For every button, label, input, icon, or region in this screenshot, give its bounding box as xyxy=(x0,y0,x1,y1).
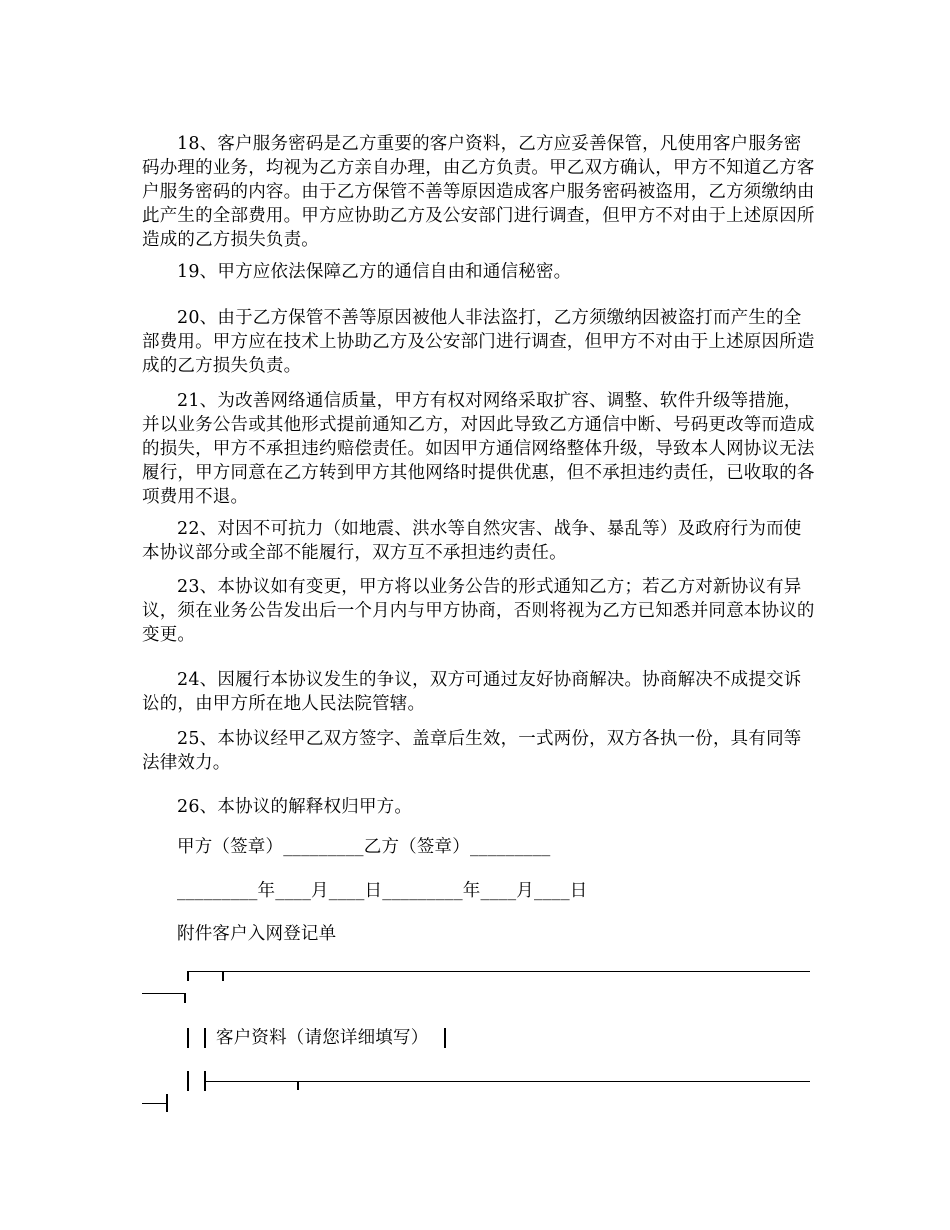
clause-25: 25、本协议经甲乙双方签字、盖章后生效，一式两份，双方各执一份，具有同等法律效力。 xyxy=(142,729,802,773)
clause-24: 24、因履行本协议发生的争议，双方可通过友好协商解决。协商解决不成提交诉讼的，由甲方所在地人民法院管辖。 xyxy=(142,670,802,714)
clause-19: 19、甲方应依法保障乙方的通信自由和通信秘密。 xyxy=(177,262,572,282)
customer-info-label: 客户资料（请您详细填写） xyxy=(216,1028,429,1048)
clause-23: 23、本协议如有变更，甲方将以业务公告的形式通知乙方；若乙方对新协议有异议，须在业务公告发出后一个月内与甲方协商，否则将视为乙方已知悉并同意本协议的变更。 xyxy=(142,577,815,645)
signature-line: 甲方（签章）_________乙方（签章）_________ xyxy=(177,837,551,857)
attachment-title: 附件客户入网登记单 xyxy=(177,924,337,944)
clause-21: 21、为改善网络通信质量，甲方有权对网络采取扩容、调整、软件升级等措施，并以业务公告或其他形式提前通知乙方，对因此导致乙方通信中断、号码更改等而造成的损失，甲方不承担违约赔偿责任。如因甲方通信网络整体升级，导致本人网协议无法履行，甲方同意在乙方转到甲方其他网络时提供优惠，但不承担违约责任，已收取的各项费用不退。 xyxy=(142,391,815,507)
date-line: _________年____月____日_________年____月____日 xyxy=(177,881,588,901)
clause-18: 18、客户服务密码是乙方重要的客户资料，乙方应妥善保管，凡使用客户服务密码办理的业务，均视为乙方亲自办理，由乙方负责。甲乙双方确认，甲方不知道乙方客户服务密码的内容。由于乙方保管不善等原因造成客户服务密码被盗用，乙方须缴纳由此产生的全部费用。甲方应协助乙方及公安部门进行调查，但甲方不对由于上述原因所造成的乙方损失负责。 xyxy=(142,134,815,250)
clause-20: 20、由于乙方保管不善等原因被他人非法盗打，乙方须缴纳因被盗打而产生的全部费用。甲方应在技术上协助乙方及公安部门进行调查，但甲方不对由于上述原因所造成的乙方损失负责。 xyxy=(142,308,815,376)
clause-22: 22、对因不可抗力（如地震、洪水等自然灾害、战争、暴乱等）及政府行为而使本协议部分或全部不能履行，双方互不承担违约责任。 xyxy=(142,519,802,563)
clause-26: 26、本协议的解释权归甲方。 xyxy=(177,797,413,817)
